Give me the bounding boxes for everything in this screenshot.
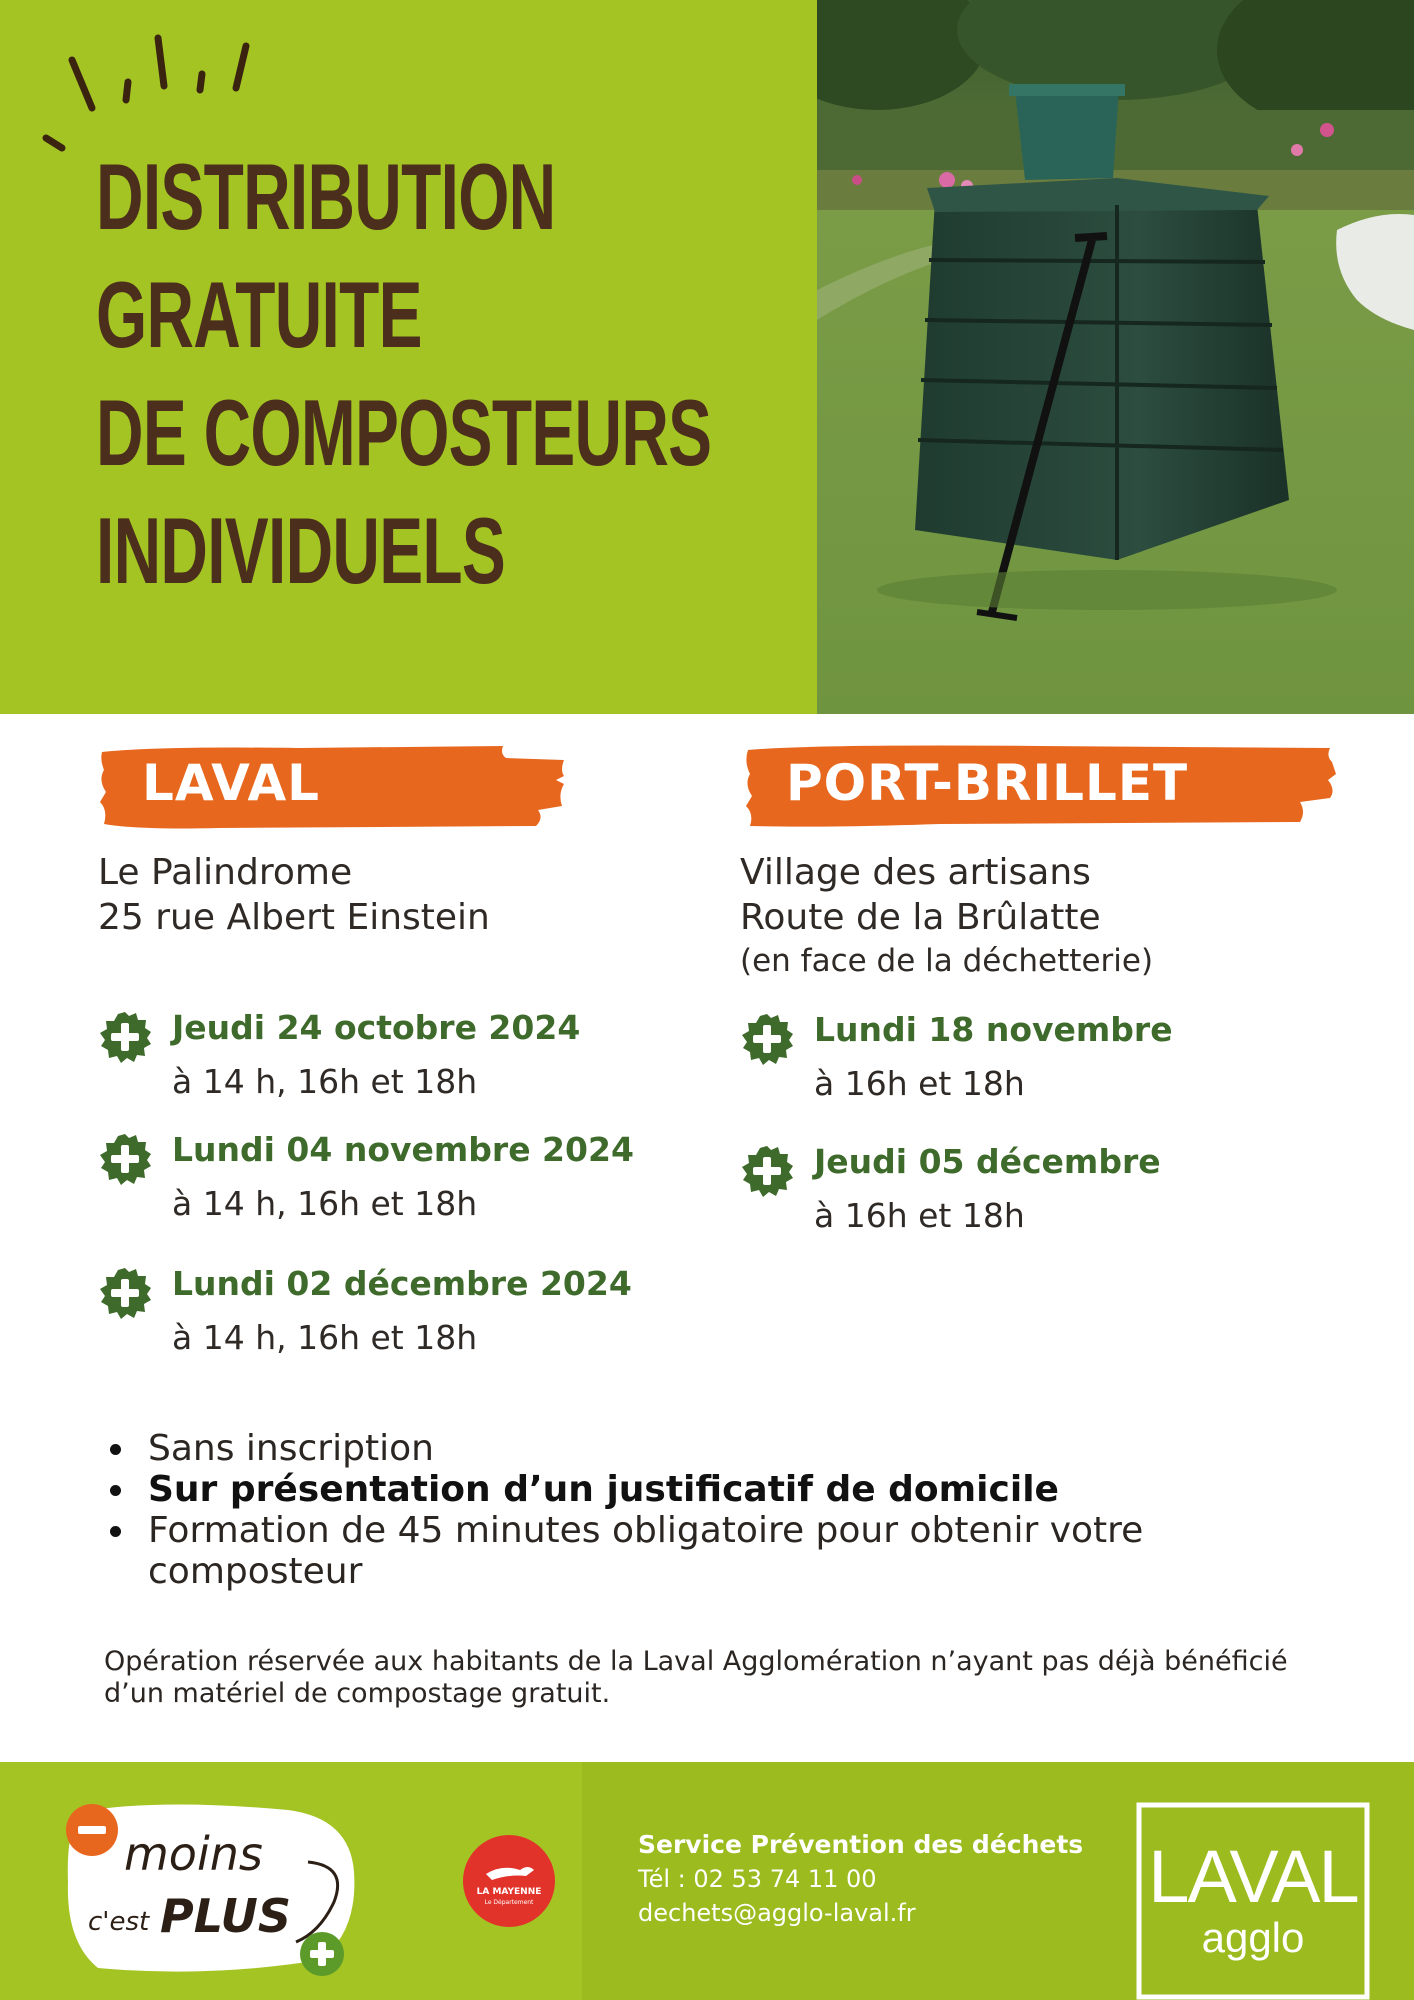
composter-photo [817,0,1414,714]
condition-item: Sans inscription [108,1428,1348,1469]
mayenne-line2: Le Département [484,1899,534,1906]
date-title: Lundi 04 novembre 2024 [172,1130,634,1169]
plus-icon [98,1132,152,1186]
contact-title: Service Prévention des déchets [638,1830,1084,1859]
date-times: à 14 h, 16h et 18h [172,1062,478,1101]
address-line: Route de la Brûlatte [740,897,1101,938]
date-times: à 16h et 18h [814,1196,1025,1235]
page-title [96,138,712,610]
title-line: DISTRIBUTION [96,144,556,249]
hero-section [0,0,1414,714]
la-mayenne-logo [462,1834,556,1928]
title-line: DE COMPOSTEURS [96,380,712,485]
date-times: à 14 h, 16h et 18h [172,1184,478,1223]
address-note: (en face de la déchetterie) [740,943,1154,979]
eligibility-notice: Opération réservée aux habitants de la Laval Agglomération n’ayant pas déjà bénéficié d’un matériel de compostage gratuit. [104,1646,1288,1709]
contact-block [638,1828,1083,1930]
moins-cest-plus-logo [58,1792,378,1982]
date-title: Jeudi 05 décembre [814,1142,1161,1181]
plus-icon [98,1266,152,1320]
laval-logo-bottom: agglo [1201,1914,1305,1961]
cest-word: c'est [88,1907,150,1937]
date-title: Jeudi 24 octobre 2024 [172,1008,581,1047]
contact-email[interactable]: dechets@agglo-laval.fr [638,1899,916,1927]
location-laval [98,740,698,1357]
condition-item: Formation de 45 minutes obligatoire pour obtenir votre composteur [108,1510,1348,1592]
title-line: INDIVIDUELS [96,498,506,603]
title-line: GRATUITE [96,262,422,367]
plus-icon [98,1010,152,1064]
laval-agglo-logo [1136,1802,1370,2000]
footer [0,1762,1414,2000]
location-banner-laval [98,740,698,832]
address-line: Village des artisans [740,852,1091,893]
contact-phone: Tél : 02 53 74 11 00 [638,1865,877,1893]
address-line: Le Palindrome [98,852,353,893]
address-line: 25 rue Albert Einstein [98,897,490,938]
location-name: LAVAL [142,754,321,812]
plus-icon [740,1144,794,1198]
plus-icon [740,1012,794,1066]
date-times: à 16h et 18h [814,1064,1025,1103]
mayenne-line1: LA MAYENNE [476,1887,542,1897]
moins-word: moins [124,1827,263,1881]
laval-logo-top: LAVAL [1148,1835,1358,1918]
plus-word: PLUS [160,1889,291,1943]
location-name: PORT-BRILLET [786,754,1189,812]
date-times: à 14 h, 16h et 18h [172,1318,478,1357]
date-title: Lundi 18 novembre [814,1010,1173,1049]
location-banner-port-brillet [740,740,1360,832]
date-title: Lundi 02 décembre 2024 [172,1264,632,1303]
conditions-list [108,1428,1348,1592]
condition-item: Sur présentation d’un justificatif de domicile [108,1469,1348,1510]
location-port-brillet [740,740,1360,1235]
